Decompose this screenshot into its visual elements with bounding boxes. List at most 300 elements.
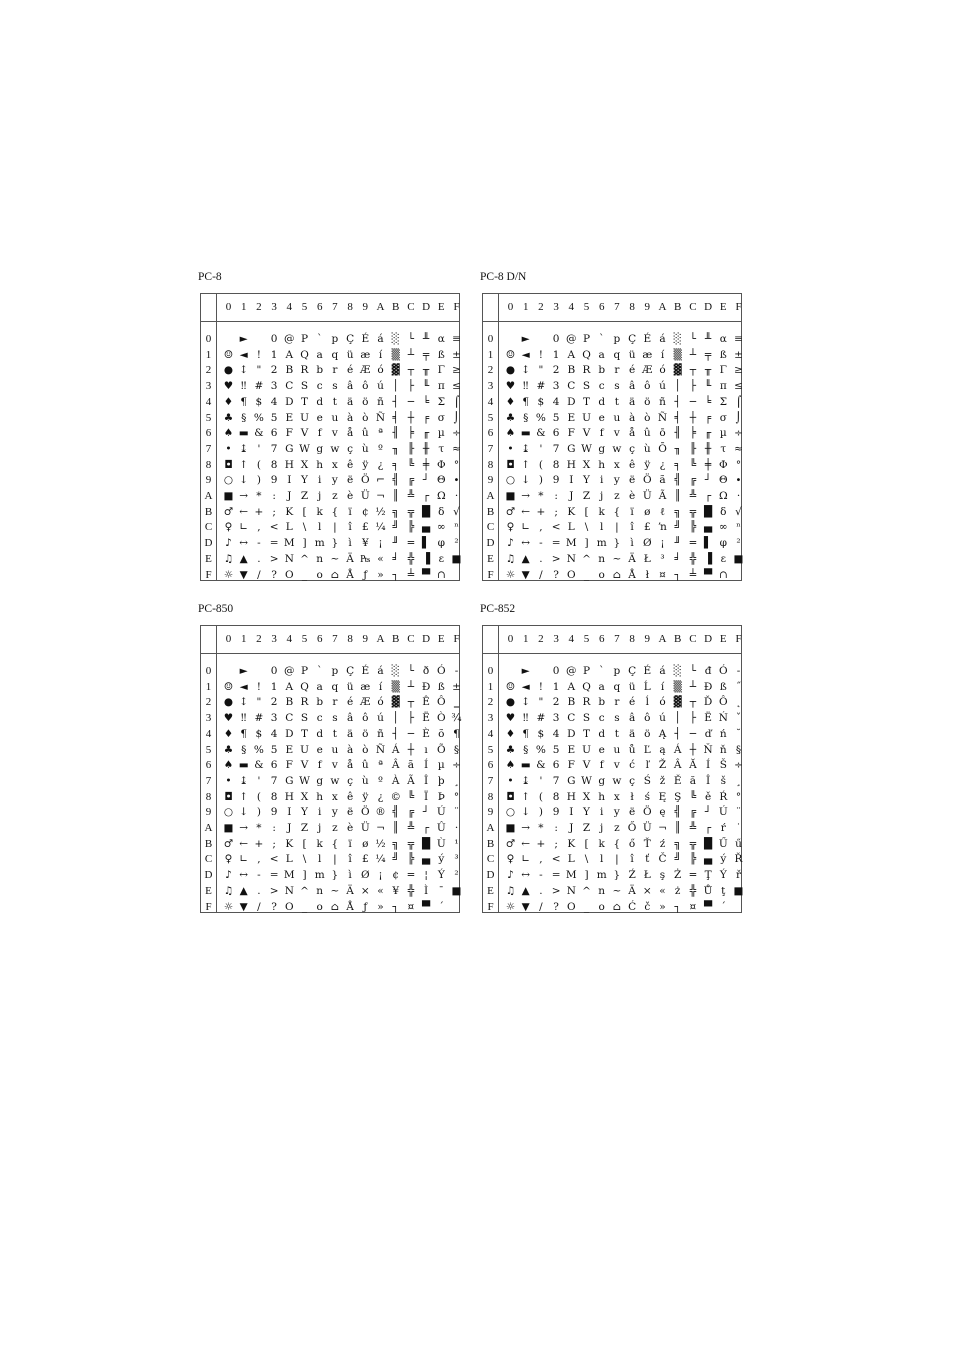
char-cell: ÷ bbox=[734, 427, 743, 440]
row-header: 9 bbox=[205, 474, 212, 487]
char-cell: { bbox=[613, 505, 621, 518]
char-cell: ß bbox=[719, 348, 727, 361]
char-cell: æ bbox=[360, 680, 371, 693]
column-header: 8 bbox=[629, 301, 635, 313]
char-cell: * bbox=[256, 822, 262, 834]
column-header: 9 bbox=[362, 301, 369, 313]
char-cell: ^ bbox=[300, 884, 309, 897]
char-cell: ♦ bbox=[223, 727, 234, 740]
char-cell: á bbox=[659, 333, 666, 345]
char-cell: þ bbox=[437, 774, 445, 787]
char-cell: S bbox=[582, 712, 591, 725]
char-cell: ▄ bbox=[704, 521, 713, 534]
char-cell: ≤ bbox=[452, 380, 461, 393]
char-cell: ą bbox=[659, 743, 666, 756]
char-cell: ♥ bbox=[505, 380, 516, 393]
char-cell: δ bbox=[720, 505, 727, 518]
char-cell: A bbox=[285, 680, 294, 693]
char-cell: ď bbox=[704, 727, 712, 740]
char-cell: d bbox=[316, 395, 324, 408]
char-cell: « bbox=[377, 552, 384, 565]
char-cell: ┬ bbox=[407, 364, 415, 377]
char-cell: a bbox=[316, 348, 323, 361]
char-cell: ┌ bbox=[704, 490, 712, 502]
row-header: 0 bbox=[487, 665, 494, 677]
char-cell: ♫ bbox=[505, 884, 516, 897]
char-cell: | bbox=[333, 853, 337, 866]
char-cell: Ü bbox=[642, 490, 652, 502]
char-cell: ~ bbox=[330, 552, 340, 565]
char-cell: _ bbox=[583, 900, 590, 913]
column-header: C bbox=[689, 301, 697, 313]
char-cell: ∞ bbox=[436, 521, 446, 534]
char-cell: z bbox=[332, 490, 338, 502]
column-header: B bbox=[392, 633, 400, 645]
char-cell: . bbox=[257, 552, 261, 565]
char-cell: ¦ bbox=[424, 869, 428, 882]
char-cell: ┬ bbox=[689, 696, 697, 709]
char-cell: ? bbox=[271, 900, 277, 913]
char-cell: ‼ bbox=[240, 380, 247, 393]
char-cell: r bbox=[332, 364, 338, 377]
char-cell: ; bbox=[272, 837, 276, 850]
char-cell: Æ bbox=[642, 364, 653, 377]
char-cell: / bbox=[257, 900, 261, 913]
char-cell: ' bbox=[539, 442, 543, 455]
char-cell: æ bbox=[360, 348, 371, 361]
char-cell: ½ bbox=[375, 505, 386, 518]
char-cell: » bbox=[377, 568, 384, 581]
column-header: 0 bbox=[507, 301, 514, 313]
char-cell: ù bbox=[643, 442, 651, 455]
char-cell: y bbox=[613, 474, 620, 487]
char-cell: ¿ bbox=[659, 458, 666, 471]
char-cell: Ő bbox=[627, 822, 637, 834]
char-cell: m bbox=[314, 537, 325, 550]
char-cell: Ţ bbox=[704, 869, 712, 882]
char-cell: q bbox=[613, 348, 621, 361]
char-cell: å bbox=[628, 427, 636, 440]
char-cell: t bbox=[332, 395, 337, 408]
char-cell: g bbox=[316, 774, 324, 787]
char-cell: ╦ bbox=[689, 505, 697, 518]
char-cell: 6 bbox=[270, 759, 278, 772]
char-cell: █ bbox=[422, 505, 431, 518]
char-cell: ≥ bbox=[452, 364, 461, 377]
char-cell: é bbox=[346, 696, 354, 709]
char-cell: a bbox=[598, 680, 605, 693]
table-title: PC-8 bbox=[198, 271, 222, 283]
char-cell: ú bbox=[377, 712, 384, 725]
char-cell: © bbox=[390, 790, 401, 803]
char-cell: ░ bbox=[391, 333, 400, 345]
char-cell: h bbox=[316, 790, 324, 803]
char-cell: ▲ bbox=[239, 884, 248, 897]
char-cell: d bbox=[598, 727, 606, 740]
char-cell: ƒ bbox=[363, 900, 368, 913]
char-cell: K bbox=[567, 837, 576, 850]
char-cell: î bbox=[630, 521, 634, 534]
char-cell: º bbox=[378, 774, 383, 787]
char-cell: φ bbox=[437, 537, 445, 550]
row-header: 7 bbox=[487, 442, 494, 455]
char-cell: : bbox=[272, 490, 276, 502]
char-cell: ú bbox=[659, 380, 666, 393]
char-cell: µ bbox=[437, 759, 445, 772]
char-cell: Č bbox=[658, 853, 667, 866]
char-cell: ⌂ bbox=[612, 568, 621, 581]
char-cell: ● bbox=[505, 364, 516, 377]
char-cell: X bbox=[582, 458, 591, 471]
char-cell: ≡ bbox=[452, 333, 461, 345]
char-cell: ╗ bbox=[392, 837, 399, 850]
char-cell: F bbox=[567, 759, 575, 772]
row-header: E bbox=[487, 884, 494, 897]
column-header: F bbox=[453, 633, 460, 645]
char-cell: ˛ bbox=[735, 696, 742, 709]
char-cell: ● bbox=[223, 696, 234, 709]
char-cell: ä bbox=[346, 727, 354, 740]
char-cell: Ë bbox=[422, 712, 430, 725]
char-cell: p bbox=[613, 665, 621, 677]
char-cell: - bbox=[539, 537, 543, 550]
char-cell: ╜ bbox=[392, 537, 399, 550]
char-cell: ▌ bbox=[704, 537, 713, 550]
char-cell: ╛ bbox=[392, 552, 399, 565]
char-cell: k bbox=[598, 837, 605, 850]
char-cell: ¼ bbox=[375, 521, 386, 534]
char-cell: ♂ bbox=[223, 837, 234, 850]
char-cell: Y bbox=[301, 806, 308, 819]
char-cell: ƒ bbox=[363, 568, 368, 581]
char-cell: ů bbox=[628, 743, 636, 756]
char-cell: ╢ bbox=[674, 427, 681, 440]
char-cell: » bbox=[377, 900, 384, 913]
char-cell: ï bbox=[630, 505, 634, 518]
char-cell: ¾ bbox=[451, 712, 462, 725]
char-cell: ► bbox=[239, 665, 248, 677]
char-cell: V bbox=[300, 759, 309, 772]
grid-divider bbox=[498, 294, 499, 580]
char-cell: ô bbox=[362, 712, 369, 725]
char-cell: I bbox=[287, 474, 292, 487]
char-cell: & bbox=[254, 759, 264, 772]
char-cell: V bbox=[300, 427, 309, 440]
char-cell: Ä bbox=[628, 552, 636, 565]
char-cell: ▀ bbox=[422, 900, 431, 913]
char-cell: & bbox=[536, 759, 546, 772]
char-cell: Ă bbox=[689, 759, 697, 772]
char-cell: O bbox=[284, 900, 294, 913]
column-header: 9 bbox=[644, 633, 651, 645]
char-cell: ´ bbox=[438, 900, 444, 913]
char-cell: ╣ bbox=[674, 474, 681, 487]
column-header: 0 bbox=[225, 633, 232, 645]
char-cell: û bbox=[643, 427, 651, 440]
char-cell: ↓ bbox=[521, 474, 531, 487]
char-cell: « bbox=[377, 884, 384, 897]
char-cell: j bbox=[600, 490, 604, 502]
row-header: 9 bbox=[205, 806, 212, 819]
char-cell: Á bbox=[391, 743, 400, 756]
char-cell: 7 bbox=[270, 774, 278, 787]
row-header: F bbox=[487, 568, 494, 581]
char-cell: â bbox=[628, 380, 636, 393]
char-cell: r bbox=[614, 364, 620, 377]
char-cell: ⁿ bbox=[454, 521, 459, 534]
char-cell: b bbox=[598, 364, 606, 377]
column-header: F bbox=[735, 633, 742, 645]
char-cell: 7 bbox=[552, 442, 560, 455]
char-cell: M bbox=[283, 869, 295, 882]
char-cell: P bbox=[300, 665, 309, 677]
char-cell: ▄ bbox=[704, 853, 713, 866]
code-grid bbox=[200, 625, 460, 913]
char-cell: ▓ bbox=[673, 364, 682, 377]
char-cell: ó bbox=[659, 364, 666, 377]
char-cell: ~ bbox=[612, 552, 622, 565]
code-grid bbox=[482, 625, 742, 913]
char-cell: > bbox=[269, 552, 279, 565]
char-cell: α bbox=[437, 333, 445, 345]
char-cell: â bbox=[628, 712, 636, 725]
char-cell: @ bbox=[566, 333, 577, 345]
char-cell: % bbox=[535, 411, 546, 424]
char-cell: ┤ bbox=[674, 395, 681, 408]
char-cell: ∩ bbox=[436, 568, 446, 581]
char-cell: ╚ bbox=[689, 458, 697, 471]
char-cell: < bbox=[269, 853, 279, 866]
char-cell: 5 bbox=[552, 411, 560, 424]
char-cell: w bbox=[330, 442, 340, 455]
char-cell: , bbox=[539, 521, 543, 534]
char-cell: ╓ bbox=[704, 427, 712, 440]
char-cell: 6 bbox=[270, 427, 278, 440]
char-cell: ö bbox=[362, 727, 369, 740]
char-cell: ↕ bbox=[239, 696, 249, 709]
column-header: F bbox=[735, 301, 742, 313]
char-cell: Σ bbox=[437, 395, 446, 408]
char-cell: Ľ bbox=[643, 743, 651, 756]
char-cell: ▐ bbox=[704, 552, 713, 565]
char-cell: ♥ bbox=[223, 380, 234, 393]
char-cell: % bbox=[253, 743, 264, 756]
char-cell: | bbox=[615, 853, 619, 866]
char-cell: F bbox=[567, 427, 575, 440]
char-cell: í bbox=[660, 680, 665, 693]
char-cell: Ł bbox=[643, 869, 651, 882]
char-cell: ╤ bbox=[422, 348, 430, 361]
char-cell: A bbox=[567, 348, 576, 361]
char-cell: · bbox=[736, 490, 741, 502]
column-header: 0 bbox=[225, 301, 232, 313]
char-cell: I bbox=[569, 806, 574, 819]
char-cell: I bbox=[287, 806, 292, 819]
char-cell: ó bbox=[377, 696, 384, 709]
char-cell: 8 bbox=[552, 790, 560, 803]
char-cell: ▼ bbox=[521, 568, 530, 581]
char-cell: ‼ bbox=[522, 712, 529, 725]
char-cell: ł bbox=[645, 568, 649, 581]
char-cell: ╬ bbox=[407, 552, 415, 565]
char-cell: Φ bbox=[436, 458, 446, 471]
char-cell: = bbox=[551, 537, 561, 550]
char-cell: µ bbox=[437, 427, 445, 440]
column-header: C bbox=[407, 633, 415, 645]
row-header: 3 bbox=[487, 712, 494, 725]
char-cell: ¶ bbox=[522, 395, 530, 408]
char-cell: ╝ bbox=[392, 853, 399, 866]
char-cell: ♀ bbox=[224, 853, 233, 866]
char-cell: x bbox=[613, 458, 620, 471]
char-cell: Å bbox=[346, 900, 354, 913]
char-cell: ─ bbox=[407, 395, 415, 408]
char-cell: ╩ bbox=[689, 490, 697, 502]
char-cell: Ý bbox=[719, 869, 727, 882]
char-cell: # bbox=[536, 712, 546, 725]
char-cell: Ò bbox=[436, 712, 446, 725]
char-cell: = bbox=[269, 869, 279, 882]
char-cell: ↨ bbox=[521, 774, 531, 787]
row-header: 4 bbox=[487, 395, 494, 408]
char-cell: ∞ bbox=[718, 521, 728, 534]
row-header: 7 bbox=[205, 442, 212, 455]
char-cell: ù bbox=[361, 442, 369, 455]
char-cell: Ł bbox=[643, 552, 651, 565]
char-cell: √ bbox=[735, 505, 742, 518]
char-cell: P bbox=[300, 333, 309, 345]
char-cell: B bbox=[285, 364, 294, 377]
char-cell: ¼ bbox=[375, 853, 386, 866]
char-cell: I bbox=[569, 474, 574, 487]
char-cell: ↑ bbox=[521, 790, 531, 803]
char-cell: ¶ bbox=[240, 727, 248, 740]
char-cell: ▄ bbox=[422, 853, 431, 866]
row-header: E bbox=[205, 884, 212, 897]
char-cell: H bbox=[284, 790, 294, 803]
char-cell: ▀ bbox=[422, 568, 431, 581]
char-cell: Ð bbox=[421, 680, 431, 693]
char-cell: i bbox=[600, 474, 604, 487]
char-cell: J bbox=[287, 490, 292, 502]
row-header: 2 bbox=[205, 696, 212, 709]
char-cell: î bbox=[630, 853, 634, 866]
char-cell: ¢ bbox=[392, 869, 400, 882]
char-cell: ¤ bbox=[407, 900, 415, 913]
char-cell: │ bbox=[392, 712, 399, 725]
char-cell: ┼ bbox=[407, 411, 415, 424]
char-cell: { bbox=[331, 505, 339, 518]
char-cell: ╧ bbox=[407, 568, 415, 581]
char-cell: ç bbox=[629, 774, 636, 787]
char-cell: ¨ bbox=[453, 806, 460, 819]
row-header: 2 bbox=[487, 364, 494, 377]
char-cell: ) bbox=[256, 806, 261, 819]
char-cell: : bbox=[554, 822, 558, 834]
char-cell: s bbox=[614, 712, 620, 725]
char-cell: ▬ bbox=[238, 427, 249, 440]
char-cell: + bbox=[536, 505, 546, 518]
grid-divider bbox=[201, 321, 459, 322]
char-cell: Ö bbox=[642, 806, 652, 819]
char-cell: ś bbox=[644, 790, 650, 803]
char-cell: ┘ bbox=[704, 806, 712, 819]
char-cell: τ bbox=[438, 442, 445, 455]
char-cell: Û bbox=[436, 822, 446, 834]
char-cell: ⌂ bbox=[612, 900, 621, 913]
char-cell: w bbox=[612, 774, 622, 787]
char-cell: ' bbox=[257, 774, 261, 787]
char-cell: 4 bbox=[552, 727, 560, 740]
char-cell: Î bbox=[706, 774, 711, 787]
char-cell: ¢ bbox=[361, 505, 369, 518]
char-cell: Q bbox=[300, 680, 309, 693]
char-cell: ■ bbox=[733, 884, 744, 897]
code-grid bbox=[482, 293, 742, 581]
char-cell: ◘ bbox=[224, 458, 233, 471]
char-cell: ═ bbox=[689, 869, 697, 882]
table-title: PC-8 D/N bbox=[480, 271, 527, 283]
char-cell: ň bbox=[719, 743, 727, 756]
char-cell: § bbox=[241, 411, 247, 424]
char-cell: π bbox=[719, 380, 727, 393]
char-cell: ◄ bbox=[239, 680, 248, 693]
char-cell: . bbox=[539, 884, 543, 897]
column-header: 6 bbox=[316, 301, 323, 313]
char-cell: ) bbox=[538, 474, 543, 487]
row-header: 7 bbox=[205, 774, 212, 787]
char-cell: L bbox=[285, 521, 293, 534]
char-cell: ; bbox=[554, 837, 558, 850]
char-cell: → bbox=[521, 822, 531, 834]
char-cell: i bbox=[600, 806, 604, 819]
char-cell: ◘ bbox=[224, 790, 233, 803]
column-header: B bbox=[674, 633, 682, 645]
char-cell: ñ bbox=[377, 727, 384, 740]
char-cell: ○ bbox=[505, 474, 516, 487]
char-cell: · bbox=[454, 822, 459, 834]
char-cell: y bbox=[331, 806, 338, 819]
char-cell: ← bbox=[521, 837, 531, 850]
char-cell: Y bbox=[583, 806, 590, 819]
column-header: 8 bbox=[347, 301, 353, 313]
char-cell: d bbox=[316, 727, 324, 740]
char-cell: ╦ bbox=[407, 837, 415, 850]
char-cell: p bbox=[613, 333, 621, 345]
column-header: C bbox=[407, 301, 415, 313]
char-cell: D bbox=[285, 727, 294, 740]
char-cell: A bbox=[285, 348, 294, 361]
char-cell: / bbox=[257, 568, 261, 581]
row-header: B bbox=[204, 505, 213, 518]
char-cell: V bbox=[582, 427, 591, 440]
char-cell: . bbox=[539, 552, 543, 565]
char-cell: j bbox=[600, 822, 604, 834]
char-cell: 2 bbox=[270, 696, 278, 709]
row-header: F bbox=[205, 568, 212, 581]
char-cell: ε bbox=[720, 552, 727, 565]
char-cell: 9 bbox=[270, 806, 278, 819]
char-cell: ├ bbox=[407, 712, 415, 725]
char-cell: Æ bbox=[360, 364, 371, 377]
char-cell: ♥ bbox=[223, 712, 234, 725]
char-cell: â bbox=[346, 712, 354, 725]
column-header: 2 bbox=[538, 633, 544, 645]
char-cell: È bbox=[422, 727, 430, 740]
char-cell: O bbox=[284, 568, 294, 581]
char-cell: 4 bbox=[552, 395, 560, 408]
char-cell: Ä bbox=[628, 884, 636, 897]
